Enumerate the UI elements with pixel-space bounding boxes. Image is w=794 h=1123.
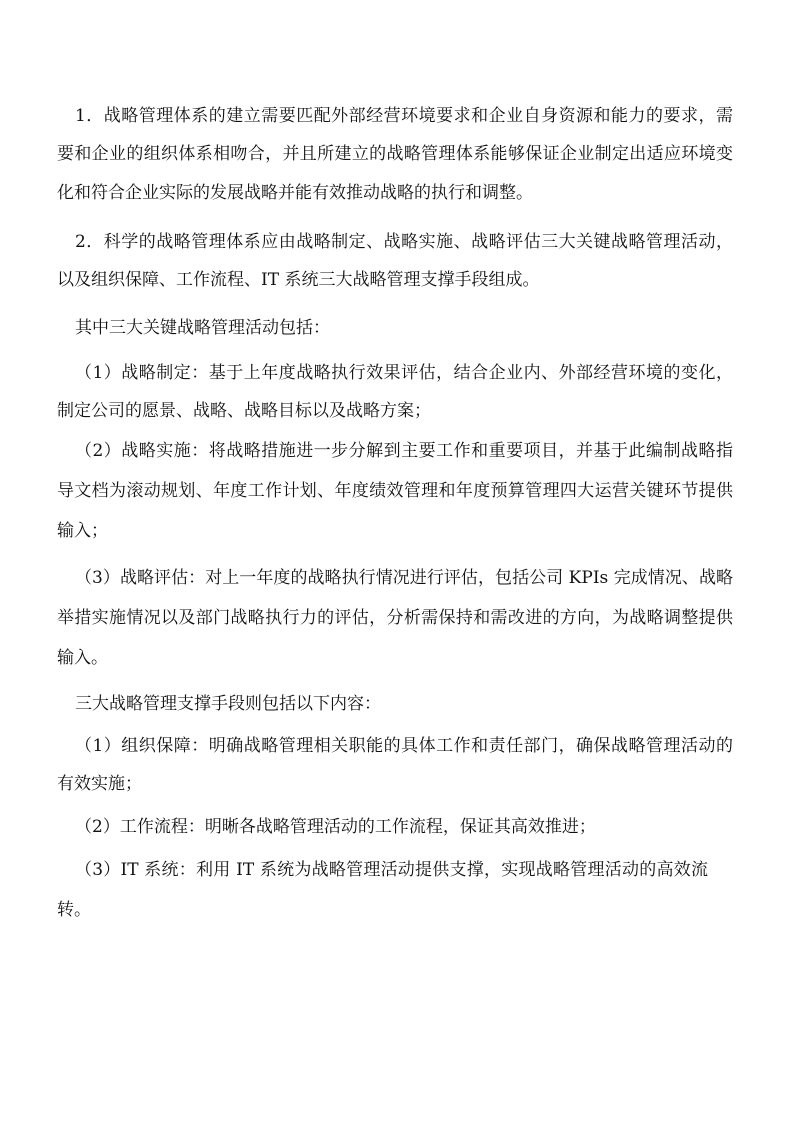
activity-3-line-3: 输入。 (57, 648, 108, 668)
paragraph-2-line-1: 2．科学的战略管理体系应由战略制定、战略实施、战略评估三大关键战略管理活动， (75, 232, 733, 252)
support-1-line-2: 有效实施； (57, 774, 142, 794)
activity-3-line-2: 举措实施情况以及部门战略执行力的评估，分析需保持和需改进的方向，为战略调整提供 (57, 608, 733, 628)
paragraph-1-line-3: 化和符合企业实际的发展战略并能有效推动战略的执行和调整。 (57, 183, 533, 203)
support-2-line: （2）工作流程：明晰各战略管理活动的工作流程，保证其高效推进； (75, 817, 596, 837)
support-1-line-1: （1）组织保障：明确战略管理相关职能的具体工作和责任部门，确保战略管理活动的 (75, 736, 733, 756)
activity-2-line-1: （2）战略实施：将战略措施进一步分解到主要工作和重要项目，并基于此编制战略指 (75, 441, 733, 461)
activity-2-line-3: 输入； (57, 521, 108, 541)
paragraph-1-line-1: 1．战略管理体系的建立需要匹配外部经营环境要求和企业自身资源和能力的要求，需 (75, 106, 733, 126)
support-3-line-2: 转。 (57, 900, 91, 920)
support-3-line-1: （3）IT 系统：利用 IT 系统为战略管理活动提供支撑，实现战略管理活动的高效流 (75, 860, 708, 880)
paragraph-2-line-2: 以及组织保障、工作流程、IT 系统三大战略管理支撑手段组成。 (57, 270, 540, 290)
activity-1-line-2: 制定公司的愿景、战略、战略目标以及战略方案； (57, 401, 431, 421)
activity-1-line-1: （1）战略制定：基于上年度战略执行效果评估，结合企业内、外部经营环境的变化， (75, 363, 733, 383)
support-heading: 三大战略管理支撑手段则包括以下内容： (75, 694, 381, 714)
activity-3-line-1: （3）战略评估：对上一年度的战略执行情况进行评估，包括公司 KPIs 完成情况、战略 (75, 568, 733, 588)
paragraph-1-line-2: 要和企业的组织体系相吻合，并且所建立的战略管理体系能够保证企业制定出适应环境变 (57, 144, 733, 164)
activities-heading: 其中三大关键战略管理活动包括： (75, 318, 330, 338)
activity-2-line-2: 导文档为滚动规划、年度工作计划、年度绩效管理和年度预算管理四大运营关键环节提供 (57, 481, 733, 501)
